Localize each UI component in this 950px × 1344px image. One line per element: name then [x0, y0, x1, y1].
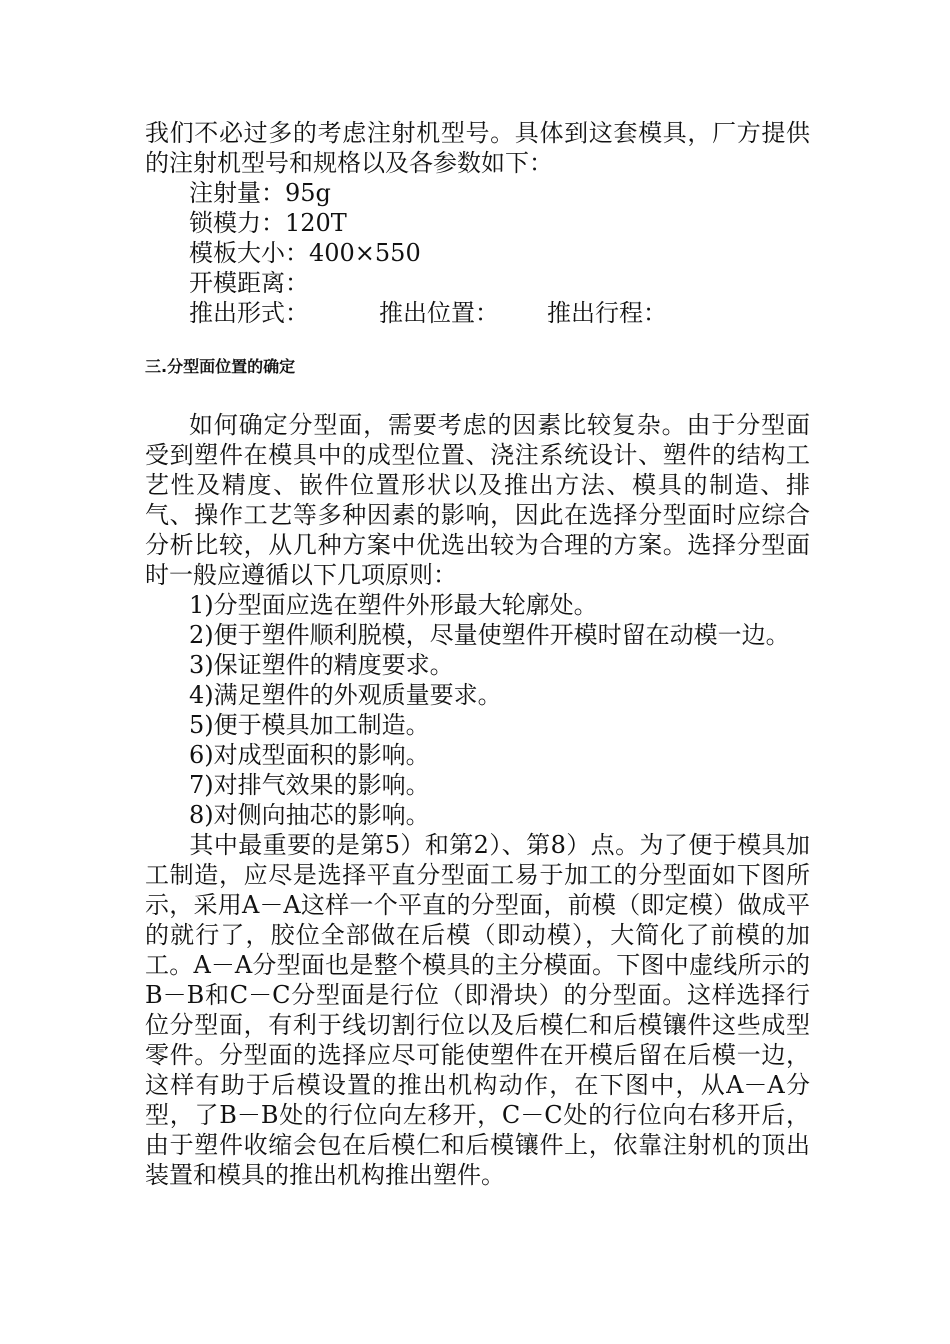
spec-eject-row	[145, 298, 810, 328]
intro-block	[145, 118, 810, 328]
spec-shot: 注射量：95g	[189, 179, 331, 207]
list-item: 1)分型面应选在塑件外形最大轮廓处。	[189, 591, 598, 619]
spec-platen: 模板大小：400×550	[189, 239, 421, 267]
section-body	[145, 410, 810, 1190]
spec-opening: 开模距离：	[189, 269, 309, 297]
conclusion-paragraph	[145, 830, 810, 1190]
list-item: 2)便于塑件顺利脱模，尽量使塑件开模时留在动模一边。	[189, 621, 790, 649]
list-item: 6)对成型面积的影响。	[189, 741, 430, 769]
spec-clamp: 锁模力：120T	[189, 209, 347, 237]
list-item: 4)满足塑件的外观质量要求。	[189, 681, 502, 709]
section-paragraph	[145, 410, 810, 590]
spec-eject-form: 推出形式：	[189, 299, 309, 327]
section-paragraph-text: 如何确定分型面，需要考虑的因素比较复杂。由于分型面受到塑件在模具中的成型位置、浇注系统设计、塑件的结构工艺性及精度、嵌件位置形状以及推出方法、模具的制造、排气、操作工艺等多种因素的影响，因此在选择分型面时应综合分析比较，从几种方案中优选出较为合理的方案。选择分型面时一般应遵循以下几项原则：	[145, 411, 810, 589]
list-item: 7)对排气效果的影响。	[189, 771, 430, 799]
conclusion-text: 其中最重要的是第5）和第2）、第8）点。为了便于模具加工制造，应尽是选择平直分型面工易于加工的分型面如下图所示，采用A－A这样一个平直的分型面，前模（即定模）做成平的就行了，胶位全部做在后模（即动模），大简化了前模的加工。A－A分型面也是整个模具的主分模面。下图中虚线所示的B－B和C－C分型面是行位（即滑块）的分型面。这样选择行位分型面，有利于线切割行位以及后模仁和后模镶件这些成型零件。分型面的选择应尽可能使塑件在开模后留在后模一边，这样有助于后模设置的推出机构动作，在下图中，从A－A分型，了B－B处的行位向左移开，C－C处的行位向右移开后，由于塑件收缩会包在后模仁和后模镶件上，依靠注射机的顶出装置和模具的推出机构推出塑件。	[145, 831, 810, 1189]
principles-list	[145, 590, 810, 830]
section-heading: 三.分型面位置的确定	[145, 357, 296, 376]
list-item: 8)对侧向抽芯的影响。	[189, 801, 430, 829]
list-item: 3)保证塑件的精度要求。	[189, 651, 454, 679]
list-item: 5)便于模具加工制造。	[189, 711, 430, 739]
spec-eject-position: 推出位置：	[379, 299, 499, 327]
intro-paragraph: 我们不必过多的考虑注射机型号。具体到这套模具，厂方提供的注射机型号和规格以及各参数如下：	[145, 119, 810, 177]
spec-eject-stroke: 推出行程：	[547, 299, 667, 327]
